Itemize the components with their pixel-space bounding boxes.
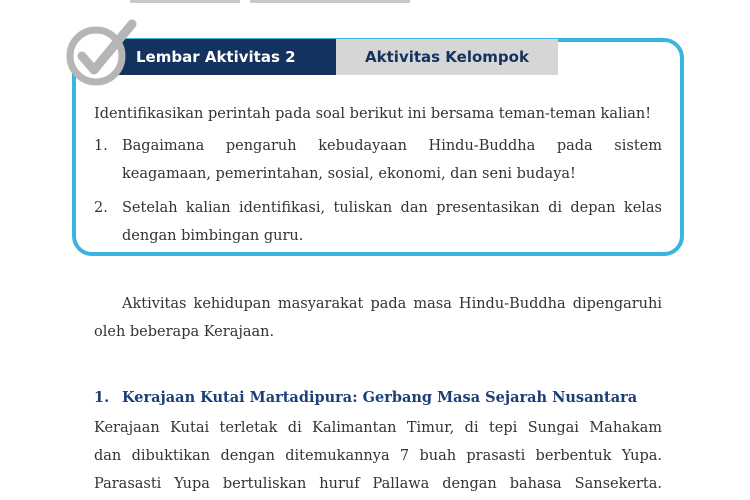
activity-item-line: keagamaan, pemerintahan, sosial, ekonomi, dan seni budaya! — [122, 166, 576, 182]
activity-item-line: dengan bimbingan guru. — [122, 228, 304, 244]
activity-item-line: Bagaimana pengaruh kebudayaan Hindu-Buddha pada sistem — [122, 138, 662, 154]
intro-line: Aktivitas kehidupan masyarakat pada masa Hindu-Buddha dipengaruhi — [122, 296, 662, 312]
section-number: 1. — [94, 389, 110, 406]
section-title: Kerajaan Kutai Martadipura: Gerbang Masa Sejarah Nusantara — [122, 389, 638, 406]
activity-title: Lembar Aktivitas 2 — [118, 39, 336, 75]
intro-line: oleh beberapa Kerajaan. — [94, 324, 275, 340]
activity-item-line: Setelah kalian identifikasi, tuliskan dan presentasikan di depan kelas — [122, 200, 662, 216]
section-line: dan dibuktikan dengan ditemukannya 7 buah prasasti berbentuk Yupa. — [94, 448, 662, 464]
checkmark-icon — [58, 14, 148, 94]
section-line: Parasasti Yupa bertuliskan huruf Pallawa dengan bahasa Sansekerta. — [94, 476, 662, 492]
activity-type: Aktivitas Kelompok — [336, 39, 558, 75]
activity-item-number: 2. — [94, 200, 108, 216]
section-line: Kerajaan Kutai terletak di Kalimantan Timur, di tepi Sungai Mahakam — [94, 420, 662, 436]
activity-item-number: 1. — [94, 138, 108, 154]
previous-text-remnant — [130, 0, 240, 3]
previous-text-remnant — [250, 0, 410, 3]
activity-instruction: Identifikasikan perintah pada soal berikut ini bersama teman-teman kalian! — [94, 106, 652, 122]
